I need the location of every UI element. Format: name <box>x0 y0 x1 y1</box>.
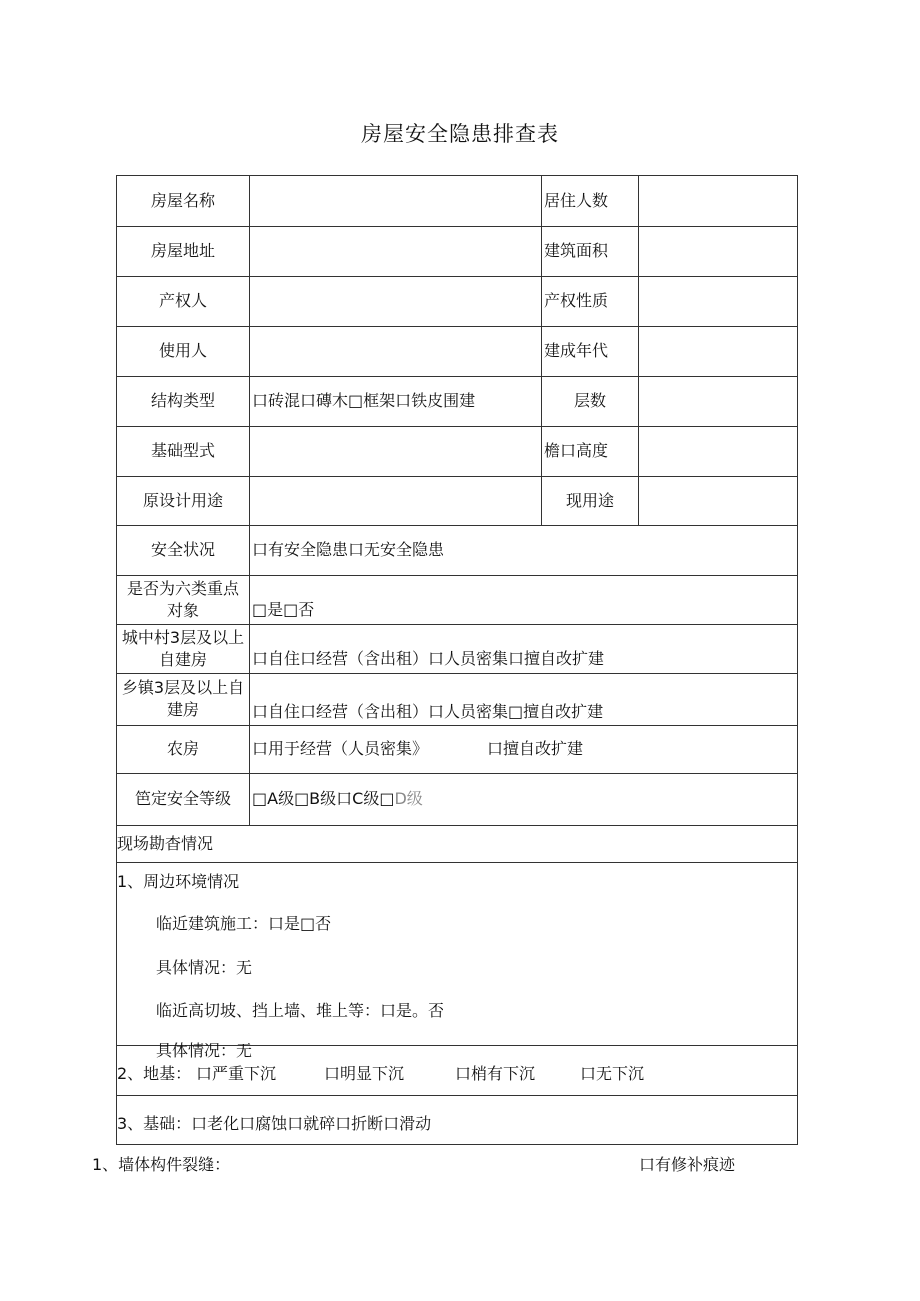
house-address-field[interactable] <box>250 226 541 276</box>
user-field[interactable] <box>250 326 541 376</box>
label-urban-village <box>117 624 249 673</box>
safety-status-options[interactable]: 口有安全隐患口无安全隐患 <box>252 540 445 559</box>
inspection-form-table <box>116 175 798 1145</box>
urban-village-label-line1: 城中村3层及以上 <box>121 627 245 647</box>
township-label-line2: 建房 <box>166 700 199 719</box>
label-ownership-type: 产权性质 <box>544 291 609 310</box>
house-name-field[interactable] <box>250 176 541 226</box>
surrounding-environment-section <box>117 863 797 1060</box>
label-house-name: 房屋名称 <box>150 191 215 210</box>
near-slope-options[interactable]: 临近高切坡、挡上墙、堆上等：口是。否 <box>156 1001 445 1020</box>
ownership-type-field[interactable] <box>639 276 797 326</box>
label-six-types <box>117 575 249 624</box>
label-foundation-form: 基础型式 <box>150 441 215 460</box>
option-slight-subsidence[interactable]: 口梢有下沉 <box>455 1064 536 1083</box>
label-current-use: 现用途 <box>565 490 614 510</box>
ground-subsidence-row <box>117 1046 797 1095</box>
rating-option-d: D级 <box>394 789 423 808</box>
safety-rating-options[interactable] <box>250 773 797 825</box>
owner-field[interactable] <box>250 276 541 326</box>
repair-trace-option[interactable]: 口有修补痕迹 <box>639 1155 736 1174</box>
rural-expansion-option[interactable]: 口擅自改扩建 <box>487 739 584 758</box>
label-safety-rating: 笆定安全等级 <box>134 789 231 808</box>
option-no-subsidence[interactable]: 口无下沉 <box>580 1064 645 1083</box>
original-use-field[interactable] <box>250 476 541 525</box>
detail-text: 具体情况：无 <box>156 958 253 977</box>
option-severe-subsidence[interactable]: 口严重下沉 <box>196 1064 277 1083</box>
structure-type-options[interactable]: 口砖混口磚木□框架口铁皮围建 <box>252 391 476 410</box>
label-owner: 产权人 <box>158 291 207 310</box>
survey-heading: 现场勘杳情况 <box>117 833 214 853</box>
foundation-options[interactable]: 3、基础：口老化口腐蚀口就碎口折断口滑动 <box>117 1114 432 1133</box>
urban-village-label-line2: 自建房 <box>158 649 207 669</box>
wall-crack-label: 1、墙体构件裂缝： <box>92 1155 231 1174</box>
urban-village-options[interactable]: 口自住口经营（含出租）口人员密集口擅自改扩建 <box>252 649 605 668</box>
building-area-field[interactable] <box>639 226 797 276</box>
label-township <box>117 673 249 725</box>
rural-business-option[interactable]: 口用于经营（人员密集》 <box>252 739 429 758</box>
label-original-use: 原设计用途 <box>142 490 223 510</box>
six-types-label-line2: 对象 <box>166 600 199 620</box>
rating-options-abc: □A级□B级口C级□ <box>252 789 395 808</box>
label-structure-type: 结构类型 <box>150 391 215 410</box>
label-user: 使用人 <box>158 341 207 360</box>
label-eave-height: 檐口高度 <box>544 441 609 460</box>
env-title: 1、周边环境情况 <box>117 872 240 891</box>
label-rural-house: 农房 <box>166 739 199 758</box>
build-year-field[interactable] <box>639 326 797 376</box>
six-types-label-line1: 是否为六类重点 <box>126 578 239 598</box>
township-label-line1: 乡镇3层及以上自 <box>121 678 245 697</box>
label-safety-status: 安全状况 <box>150 540 215 559</box>
floors-field[interactable] <box>639 376 797 426</box>
foundation-form-field[interactable] <box>250 426 541 476</box>
label-residents: 居住人数 <box>544 191 609 210</box>
label-build-year: 建成年代 <box>544 341 609 360</box>
current-use-field[interactable] <box>639 476 797 525</box>
label-house-address: 房屋地址 <box>150 241 215 260</box>
residents-field[interactable] <box>639 176 797 226</box>
label-building-area: 建筑面积 <box>544 241 609 260</box>
page-title: 房屋安全隐患排查表 <box>361 122 559 146</box>
ground-label: 2、地基： <box>117 1064 192 1083</box>
six-types-options[interactable]: □是□否 <box>252 600 315 619</box>
eave-height-field[interactable] <box>639 426 797 476</box>
township-options[interactable]: 口自住口经营（含出租）口人员密集□擅自改扩建 <box>252 701 604 721</box>
label-floors: 层数 <box>573 391 606 410</box>
detail-text-cut: 具体情况：无 <box>156 1041 253 1060</box>
option-obvious-subsidence[interactable]: 口明显下沉 <box>324 1064 405 1083</box>
near-construction-options[interactable]: 临近建筑施工：口是□否 <box>156 914 332 933</box>
